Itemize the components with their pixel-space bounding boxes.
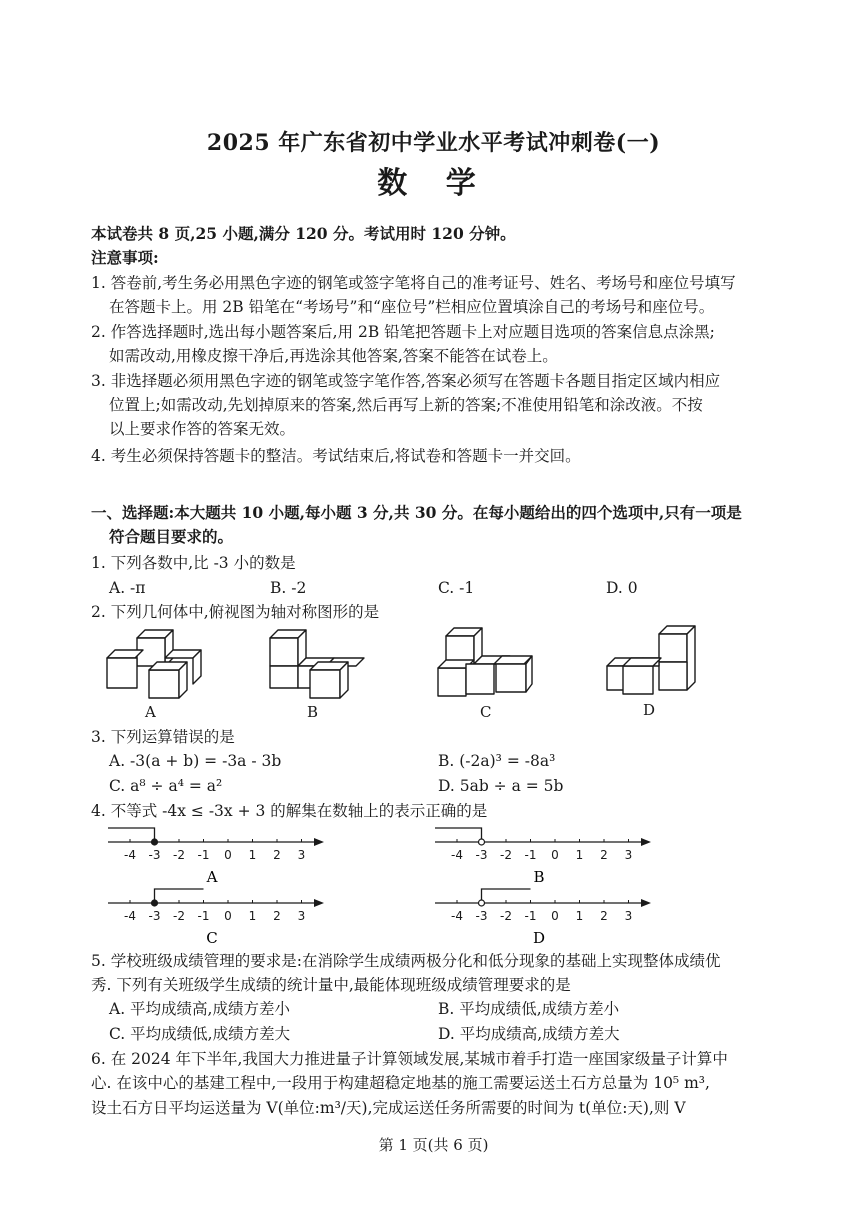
q2-label-c: C	[480, 703, 492, 721]
note-1-line-1: 1. 答卷前,考生务必用黑色字迹的钢笔或签字笔将自己的准考证号、姓名、考场号和座位号填写	[91, 274, 736, 292]
q1-option-c: C. -1	[438, 579, 475, 597]
solution-ray	[435, 828, 482, 842]
tick-label: -4	[124, 848, 136, 862]
page-footer: 第 1 页(共 6 页)	[378, 1136, 489, 1154]
solution-ray	[108, 828, 155, 842]
q1-option-a: A. -π	[109, 579, 146, 597]
tick-label: 2	[273, 848, 281, 862]
tick-label: 1	[248, 848, 257, 862]
tick-label: -1	[197, 848, 210, 862]
exam-title: 2025 年广东省初中学业水平考试冲刺卷(一)	[206, 130, 661, 156]
q2-cube-figure-d	[605, 626, 725, 698]
subject-title: 数 学	[377, 166, 490, 201]
q2-label-b: B	[307, 703, 319, 721]
q2-label-d: D	[643, 701, 656, 719]
tick-label: -2	[173, 909, 185, 923]
q5-stem-line-2: 秀. 下列有关班级学生成绩的统计量中,最能体现班级成绩管理要求的是	[91, 976, 571, 994]
q3-option-c: C. a⁸ ÷ a⁴ = a²	[109, 777, 223, 795]
q2-cube-figure-c	[436, 628, 536, 700]
tick-label: -4	[451, 909, 463, 923]
tick-label: 1	[575, 848, 584, 862]
note-3-line-3: 以上要求作答的答案无效。	[109, 420, 296, 438]
tick-label: -1	[197, 909, 210, 923]
q6-line-3: 设土石方日平均运送量为 V(单位:m³/天),完成运送任务所需要的时间为 t(单位:天),则 V	[91, 1099, 686, 1117]
exam-summary: 本试卷共 8 页,25 小题,满分 120 分。考试用时 120 分钟。	[91, 224, 516, 243]
note-1-line-2: 在答题卡上。用 2B 铅笔在“考场号”和“座位号”栏相应位置填涂自己的考场号和座位号。	[109, 298, 715, 316]
note-2-line-1: 2. 作答选择题时,选出每小题答案后,用 2B 铅笔把答题卡上对应题目选项的答案信息点涂黑;	[91, 323, 715, 341]
tick-label: -2	[173, 848, 185, 862]
note-2-line-2: 如需改动,用橡皮擦干净后,再选涂其他答案,答案不能答在试卷上。	[109, 347, 558, 365]
q3-option-b: B. (-2a)³ = -8a³	[438, 752, 556, 770]
tick-label: 2	[600, 848, 608, 862]
tick-label: 0	[551, 909, 559, 923]
tick-label: -3	[148, 909, 161, 923]
tick-label: 3	[624, 848, 633, 862]
q6-line-1: 6. 在 2024 年下半年,我国大力推进量子计算领域发展,某城市着手打造一座国家级量子计算中	[91, 1050, 728, 1068]
q4-number-line-c	[108, 889, 338, 949]
tick-label: -4	[124, 909, 136, 923]
tick-label: 3	[297, 909, 306, 923]
tick-label: 1	[248, 909, 257, 923]
q2-label-a: A	[145, 703, 156, 721]
q3-option-a: A. -3(a + b) = -3a - 3b	[109, 752, 282, 770]
q2-stem: 2. 下列几何体中,俯视图为轴对称图形的是	[91, 603, 380, 621]
q4-option-label: C	[206, 929, 218, 947]
tick-label: -3	[148, 848, 161, 862]
notice-heading: 注意事项:	[91, 248, 159, 267]
q2-cube-figure-b	[268, 630, 368, 700]
q4-option-label: B	[533, 868, 545, 886]
tick-label: 2	[600, 909, 608, 923]
q4-stem: 4. 不等式 -4x ≤ -3x + 3 的解集在数轴上的表示正确的是	[91, 802, 488, 820]
closed-endpoint	[152, 900, 158, 906]
q4-number-line-a	[108, 828, 338, 888]
tick-label: 3	[624, 909, 633, 923]
section-1-heading-cont: 符合题目要求的。	[109, 527, 234, 546]
tick-label: -2	[500, 909, 512, 923]
tick-label: -3	[475, 909, 488, 923]
note-3-line-1: 3. 非选择题必须用黑色字迹的钢笔或签字笔作答,答案必须写在答题卡各题目指定区域内相应	[91, 372, 721, 390]
note-3-line-2: 位置上;如需改动,先划掉原来的答案,然后再写上新的答案;不准使用铅笔和涂改液。不按	[109, 396, 703, 414]
tick-label: -1	[524, 848, 537, 862]
open-endpoint	[479, 900, 485, 906]
q4-option-label: A	[206, 868, 218, 886]
number-line-arrow	[641, 838, 651, 846]
open-endpoint	[479, 839, 485, 845]
tick-label: -1	[524, 909, 537, 923]
q5-stem-line-1: 5. 学校班级成绩管理的要求是:在消除学生成绩两极分化和低分现象的基础上实现整体成绩优	[91, 952, 721, 970]
number-line-arrow	[641, 899, 651, 907]
closed-endpoint	[152, 839, 158, 845]
q1-option-b: B. -2	[270, 579, 307, 597]
q4-number-line-b	[435, 828, 665, 888]
q3-option-d: D. 5ab ÷ a = 5b	[438, 777, 564, 795]
tick-label: -4	[451, 848, 463, 862]
q4-option-label: D	[532, 929, 546, 947]
q1-option-d: D. 0	[606, 579, 638, 597]
section-1-heading: 一、选择题:本大题共 10 小题,每小题 3 分,共 30 分。在每小题给出的四个选项中,只有一项是	[91, 503, 742, 522]
q3-stem: 3. 下列运算错误的是	[91, 728, 235, 746]
tick-label: -2	[500, 848, 512, 862]
q2-cube-figure-a	[105, 630, 205, 700]
tick-label: 0	[551, 848, 559, 862]
tick-label: 2	[273, 909, 281, 923]
q6-line-2: 心. 在该中心的基建工程中,一段用于构建超稳定地基的施工需要运送土石方总量为 10⁵ m³,	[91, 1074, 710, 1092]
note-4-line-1: 4. 考生必须保持答题卡的整洁。考试结束后,将试卷和答题卡一并交回。	[91, 447, 581, 465]
q1-stem: 1. 下列各数中,比 -3 小的数是	[91, 554, 296, 572]
tick-label: 3	[297, 848, 306, 862]
q4-number-line-d	[435, 889, 665, 949]
tick-label: -3	[475, 848, 488, 862]
q5-option-d: D. 平均成绩高,成绩方差大	[438, 1025, 620, 1043]
q5-option-b: B. 平均成绩低,成绩方差小	[438, 1000, 620, 1018]
q5-option-a: A. 平均成绩高,成绩方差小	[109, 1000, 290, 1018]
tick-label: 1	[575, 909, 584, 923]
number-line-arrow	[314, 838, 324, 846]
tick-label: 0	[224, 848, 232, 862]
number-line-arrow	[314, 899, 324, 907]
tick-label: 0	[224, 909, 232, 923]
q5-option-c: C. 平均成绩低,成绩方差大	[109, 1025, 291, 1043]
